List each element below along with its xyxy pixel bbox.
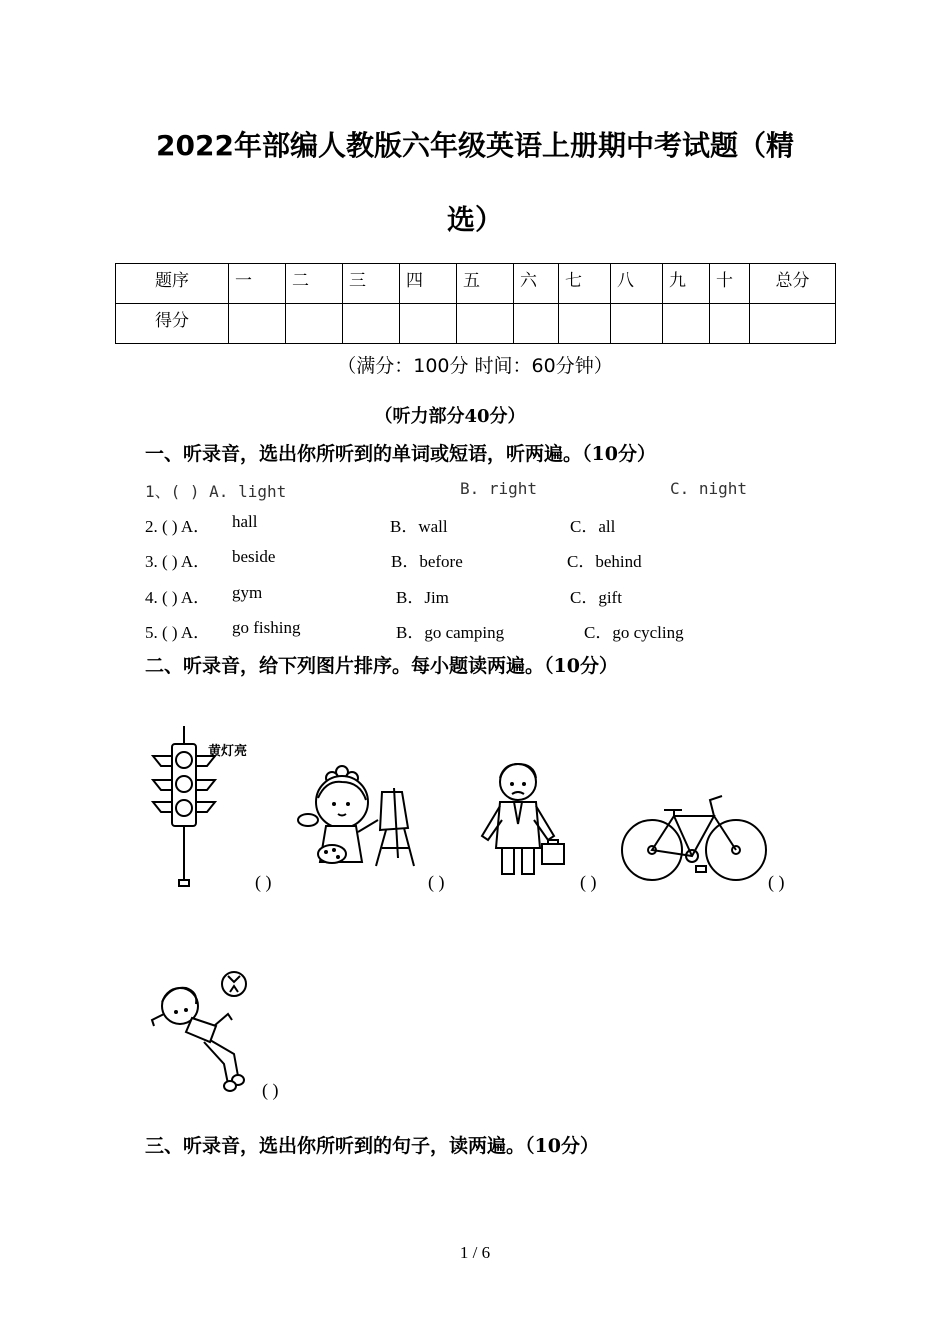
score-cell[interactable] [611,304,663,344]
score-header-cell: 题序 [116,264,229,304]
question-5-a: go fishing [232,618,301,637]
bicycle-icon [618,792,770,884]
page-title-line1: 2022年部编人教版六年级英语上册期中考试题（精 [156,129,794,162]
question-3-num: 3. ( ) A． [145,552,211,571]
sad-man-icon [476,762,568,882]
question-1-c: C. night [670,479,748,498]
girl-painting-icon [290,762,428,874]
score-header-cell: 四 [400,264,457,304]
answer-blank-1[interactable]: ( ) [255,872,272,892]
score-header-cell: 总分 [750,264,836,304]
score-cell[interactable] [286,304,343,344]
page-number: 1 / 6 [459,1243,491,1262]
question-3-c: C．behind [567,552,642,571]
traffic-light-label: 黄灯亮 [208,744,248,759]
question-4-c: C．gift [570,588,622,607]
question-3-a: beside [232,547,276,566]
boy-football-icon [146,968,256,1092]
question-5-num: 5. ( ) A． [145,623,211,642]
question-4-a: gym [232,583,263,602]
score-cell[interactable] [514,304,559,344]
score-cell[interactable] [710,304,750,344]
question-2-c: C．all [570,517,616,536]
score-cell[interactable] [229,304,286,344]
question-2-a: hall [232,512,258,531]
score-header-cell: 三 [343,264,400,304]
question-2-b: B．wall [390,517,448,536]
score-table-score-row [116,304,836,344]
answer-blank-4[interactable]: ( ) [768,872,785,892]
score-table-header-row [116,264,836,304]
answer-blank-2[interactable]: ( ) [428,872,445,892]
section1-heading: 一、听录音，选出你所听到的单词或短语，听两遍。（10分） [145,443,656,465]
question-4-num: 4. ( ) A． [145,588,211,607]
score-header-cell: 九 [663,264,710,304]
score-cell[interactable] [663,304,710,344]
score-header-cell: 八 [611,264,663,304]
score-cell[interactable] [457,304,514,344]
exam-meta: （满分：100分 时间：60分钟） [337,355,613,377]
score-header-cell: 五 [457,264,514,304]
score-cell[interactable] [750,304,836,344]
answer-blank-5[interactable]: ( ) [262,1080,279,1100]
page-title-line2: 选） [446,203,503,236]
score-cell[interactable] [343,304,400,344]
question-1-a: 1、( ) A. light [145,482,287,501]
section3-heading: 三、听录音，选出你所听到的句子，读两遍。（10分） [145,1135,599,1157]
question-4-b: B．Jim [396,588,449,607]
score-header-cell: 六 [514,264,559,304]
question-2-num: 2. ( ) A． [145,517,211,536]
score-table [115,263,836,344]
question-3-b: B．before [391,552,463,571]
score-cell[interactable] [559,304,611,344]
listening-part-label: （听力部分40分） [374,406,526,427]
question-5-b: B．go camping [396,623,505,642]
score-header-cell: 十 [710,264,750,304]
score-row-label: 得分 [116,304,229,344]
score-header-cell: 七 [559,264,611,304]
score-header-cell: 一 [229,264,286,304]
score-cell[interactable] [400,304,457,344]
answer-blank-3[interactable]: ( ) [580,872,597,892]
question-1-b: B. right [460,479,538,498]
section2-heading: 二、听录音，给下列图片排序。每小题读两遍。（10分） [145,655,618,677]
question-5-c: C．go cycling [584,623,684,642]
score-header-cell: 二 [286,264,343,304]
